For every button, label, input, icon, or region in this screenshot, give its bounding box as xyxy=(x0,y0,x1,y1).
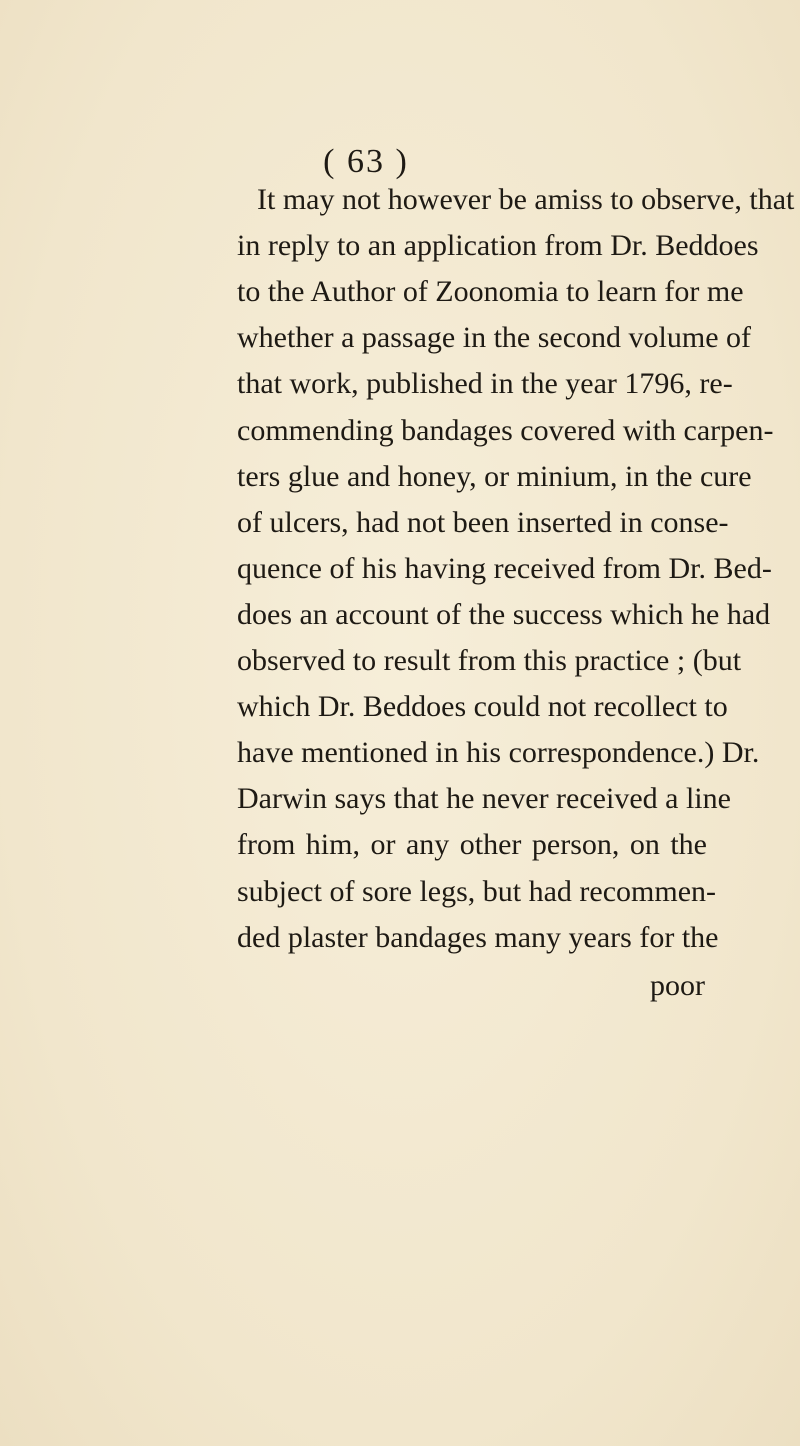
text-line: subject of sore legs, but had recommen- xyxy=(237,874,717,908)
text-line: that work, published in the year 1796, re- xyxy=(237,367,733,401)
text-line: ded plaster bandages many years for the xyxy=(237,920,719,954)
text-line: have mentioned in his correspondence.) Dr. xyxy=(237,736,760,770)
text-line: to the Author of Zoonomia to learn for me xyxy=(237,275,744,309)
text-line: observed to result from this practice ; (but xyxy=(237,644,742,677)
text-line: which Dr. Beddoes could not recollect to xyxy=(237,690,728,724)
text-line: of ulcers, had not been inserted in conse- xyxy=(237,505,729,539)
text-line: does an account of the success which he had xyxy=(237,597,771,631)
text-line: quence of his having received from Dr. Bed- xyxy=(237,551,772,585)
text-line: It may not however be amiss to observe, that xyxy=(257,183,795,216)
text-line: whether a passage in the second volume of xyxy=(237,321,751,355)
text-line: commending bandages covered with carpen- xyxy=(237,413,774,447)
text-line: Darwin says that he never received a line xyxy=(237,782,731,816)
text-line: ters glue and honey, or minium, in the cure xyxy=(237,459,752,493)
text-line: from him, or any other person, on the xyxy=(237,828,707,862)
text-line: in reply to an application from Dr. Beddoes xyxy=(237,229,759,263)
page-number: ( 63 ) xyxy=(323,143,409,180)
catchword: poor xyxy=(650,968,705,1002)
